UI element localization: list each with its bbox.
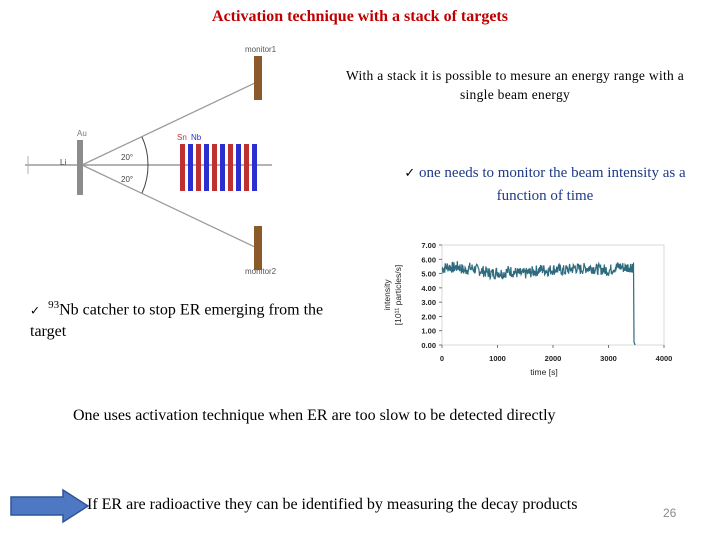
angle-arc-top <box>142 137 148 165</box>
y-axis-label-line2: [10¹¹ particles/s] <box>393 264 403 326</box>
y-tick-label: 5.00 <box>421 269 436 279</box>
angle-top-label: 20° <box>121 153 134 162</box>
li-label: Li <box>60 158 67 167</box>
au-target <box>77 140 83 195</box>
monitor1-label: monitor1 <box>245 45 277 54</box>
page-number: 26 <box>663 506 677 520</box>
y-tick-label: 2.00 <box>421 312 436 322</box>
x-tick-label: 3000 <box>600 354 617 363</box>
x-tick-label: 2000 <box>544 354 562 363</box>
monitor1-bar <box>254 56 262 100</box>
y-tick-label: 3.00 <box>421 298 436 308</box>
x-tick-label: 1000 <box>489 354 506 363</box>
x-axis-label: time [s] <box>530 367 558 377</box>
angle-bottom-label: 20° <box>121 175 134 184</box>
y-tick-label: 0.00 <box>421 341 436 350</box>
checkmark-icon: ✓ <box>30 303 41 318</box>
monitor-note-text: one needs to monitor the beam intensity as a function of time <box>419 165 686 204</box>
stack-note: With a stack it is possible to mesure an energy range with a single beam energy <box>345 68 685 102</box>
y-tick-label: 7.00 <box>421 241 436 250</box>
x-tick-label: 4000 <box>655 354 673 363</box>
setup-diagram <box>20 40 330 285</box>
y-axis-label-line1: intensity <box>382 279 392 311</box>
catcher-note <box>30 294 360 343</box>
target-stack <box>180 144 257 191</box>
isotope-mass-number: 93 <box>48 299 60 311</box>
arrow-right-icon <box>8 488 92 524</box>
checkmark-icon: ✓ <box>404 166 416 181</box>
angle-arc-bottom <box>142 165 148 193</box>
slide-title: Activation technique with a stack of targets <box>212 8 508 25</box>
au-label: Au <box>77 129 87 138</box>
intensity-chart <box>378 235 678 380</box>
catcher-note-text: Nb catcher to stop ER emerging from the target <box>30 301 324 341</box>
nb-label: Nb <box>191 133 202 142</box>
monitor2-bar <box>254 226 262 270</box>
y-tick-label: 6.00 <box>421 255 436 265</box>
activation-statement: One uses activation technique when ER are too slow to be detected directly <box>73 407 556 424</box>
monitor2-label: monitor2 <box>245 267 277 276</box>
monitor-note <box>385 162 705 208</box>
x-tick-label: 0 <box>439 354 445 363</box>
y-tick-label: 4.00 <box>421 283 436 293</box>
sn-label: Sn <box>177 133 187 142</box>
radioactive-statement: If ER are radioactive they can be identified by measuring the decay products <box>87 496 578 513</box>
y-tick-label: 1.00 <box>421 326 436 336</box>
